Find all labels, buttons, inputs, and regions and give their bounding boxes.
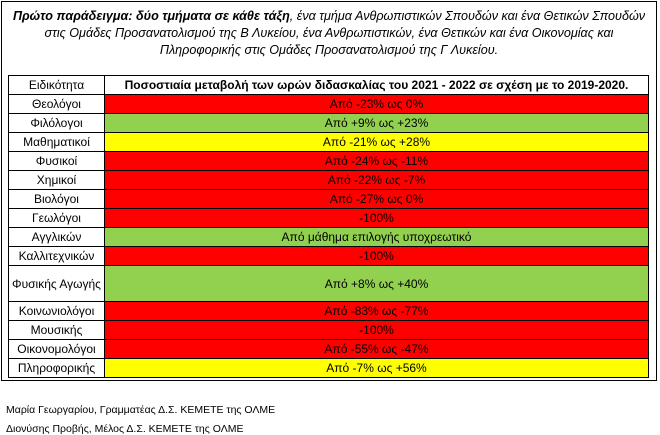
table-row [9, 228, 649, 247]
specialty-cell: Αγγλικών [9, 228, 105, 247]
table-header-row [9, 76, 649, 95]
specialty-cell: Φυσικοί [9, 152, 105, 171]
change-cell: Από -7% ως +56% [105, 359, 649, 378]
specialty-cell: Βιολόγοι [9, 190, 105, 209]
change-cell: Από μάθημα επιλογής υποχρεωτικό [105, 228, 649, 247]
change-cell: Από -24% ως -11% [105, 152, 649, 171]
specialty-cell: Οικονομολόγοι [9, 340, 105, 359]
change-cell: Από -27% ως 0% [105, 190, 649, 209]
change-cell: Από -83% ως -77% [105, 302, 649, 321]
table-row [9, 209, 649, 228]
table-row [9, 340, 649, 359]
specialty-cell: Πληροφορικής [9, 359, 105, 378]
table-row [9, 171, 649, 190]
table-row [9, 321, 649, 340]
change-cell: Από -23% ως 0% [105, 95, 649, 114]
header-specialty: Ειδικότητα [9, 76, 105, 95]
change-cell: Από -22% ως -7% [105, 171, 649, 190]
specialty-cell: Φυσικής Αγωγής [9, 266, 105, 302]
credit-line-1: Μαρία Γεωργαρίου, Γραμματέας Δ.Σ. ΚΕΜΕΤΕ της ΟΛΜΕ [6, 404, 276, 416]
table-row [9, 302, 649, 321]
intro-rest: , ένα τμήμα Ανθρωπιστικών Σπουδών και ένα Θετικών Σπουδών στις Ομάδες Προσανατολισμού της Β Λυκείου, ένα Ανθρωπιστικών, ένα Θετικών και ένα Οικονομίας και Πληροφορικής στις Ομάδες Προσανατολισμού της Γ Λυκείου. [44, 9, 646, 57]
specialty-cell: Καλλιτεχνικών [9, 247, 105, 266]
intro-bold: Πρώτο παράδειγμα: δύο τμήματα σε κάθε τάξη [12, 9, 290, 23]
table-row [9, 247, 649, 266]
change-cell: Από +8% ως +40% [105, 266, 649, 302]
change-cell: Από -55% ως -47% [105, 340, 649, 359]
table-row [9, 359, 649, 378]
change-cell: Από -21% ως +28% [105, 133, 649, 152]
change-cell: -100% [105, 321, 649, 340]
specialty-cell: Χημικοί [9, 171, 105, 190]
specialty-cell: Φιλόλογοι [9, 114, 105, 133]
intro-paragraph [8, 8, 650, 59]
header-change: Ποσοστιαία μεταβολή των ωρών διδασκαλίας του 2021 - 2022 σε σχέση με το 2019-2020. [105, 76, 649, 95]
table-row [9, 152, 649, 171]
table-row [9, 133, 649, 152]
document-frame [1, 1, 657, 381]
hours-change-table [8, 75, 649, 378]
credit-line-2: Διονύσης Προβής, Μέλος Δ.Σ. ΚΕΜΕΤΕ της ΟΛΜΕ [6, 423, 244, 435]
change-cell: -100% [105, 247, 649, 266]
table-row [9, 266, 649, 302]
specialty-cell: Γεωλόγοι [9, 209, 105, 228]
change-cell: -100% [105, 209, 649, 228]
change-cell: Από +9% ως +23% [105, 114, 649, 133]
specialty-cell: Μουσικής [9, 321, 105, 340]
table-row [9, 190, 649, 209]
specialty-cell: Μαθηματικοί [9, 133, 105, 152]
specialty-cell: Κοινωνιολόγοι [9, 302, 105, 321]
specialty-cell: Θεολόγοι [9, 95, 105, 114]
table-row [9, 95, 649, 114]
table-row [9, 114, 649, 133]
